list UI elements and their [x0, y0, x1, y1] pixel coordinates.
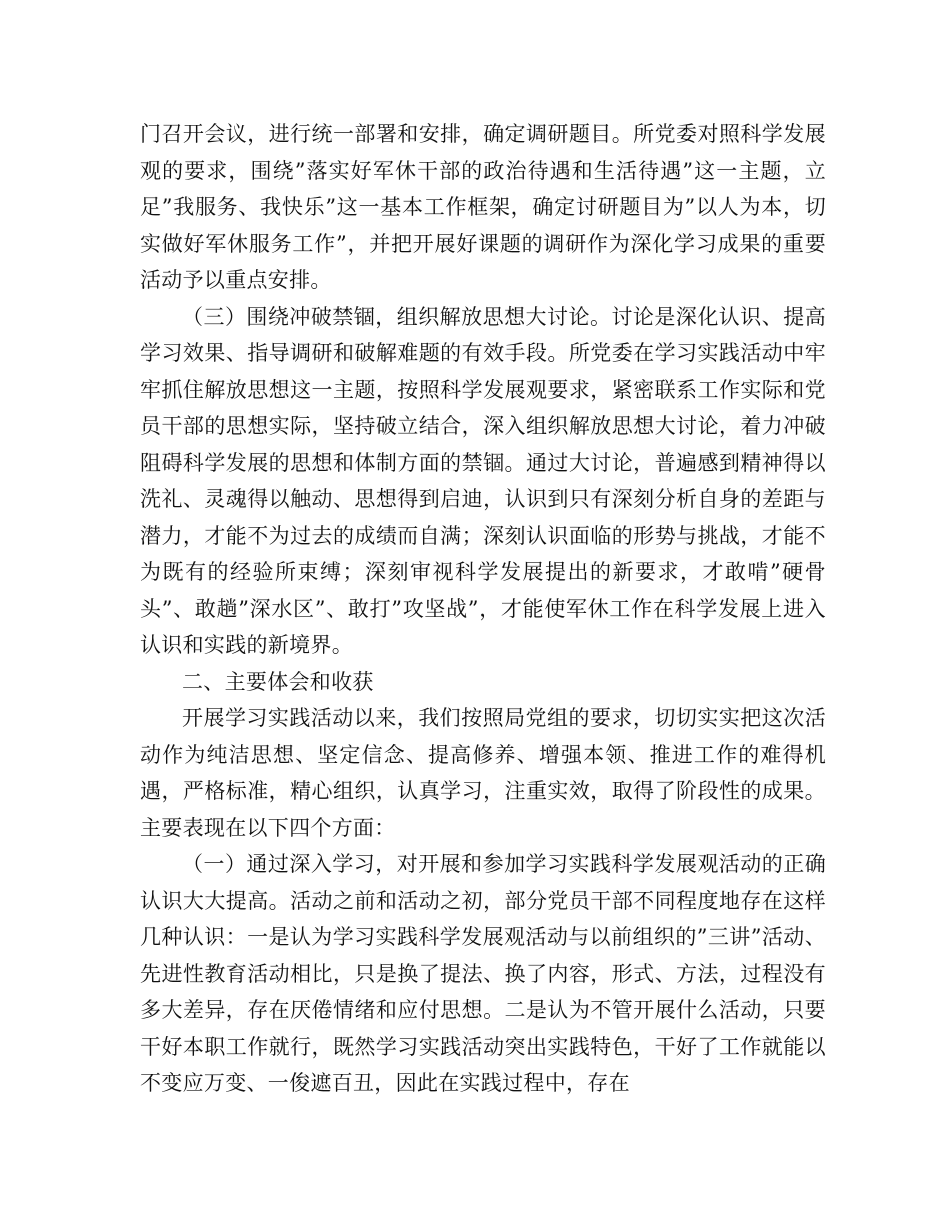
- document-body: [140, 116, 826, 1102]
- paragraph-intro-gains: 开展学习实践活动以来，我们按照局党组的要求，切切实实把这次活动作为纯洁思想、坚定信念、提高修养、增强本领、推进工作的难得机遇，严格标准，精心组织，认真学习，注重实效，取得了阶段性的成果。主要表现在以下四个方面：: [140, 706, 826, 840]
- paragraph-continuation: 门召开会议，进行统一部署和安排，确定调研题目。所党委对照科学发展观的要求，围绕”落实好军休干部的政治待遇和生活待遇”这一主题，立足”我服务、我快乐”这一基本工作框架，确定讨研题目为”以人为本，切实做好军休服务工作”，并把开展好课题的调研作为深化学习成果的重要活动予以重点安排。: [140, 122, 826, 292]
- paragraph-section-three: （三）围绕冲破禁锢，组织解放思想大讨论。讨论是深化认识、提高学习效果、指导调研和破解难题的有效手段。所党委在学习实践活动中牢牢抓住解放思想这一主题，按照科学发展观要求，紧密联系工作实际和党员干部的思想实际，坚持破立结合，深入组织解放思想大讨论，着力冲破阻碍科学发展的思想和体制方面的禁锢。通过大讨论，普遍感到精神得以洗礼、灵魂得以触动、思想得到启迪，认识到只有深刻分析自身的差距与潜力，才能不为过去的成绩而自满；深刻认识面临的形势与挑战，才能不为既有的经验所束缚；深刻审视科学发展提出的新要求，才敢啃”硬骨头”、敢趟”深水区”、敢打”攻坚战”，才能使军休工作在科学发展上进入认识和实践的新境界。: [140, 304, 826, 657]
- section-heading-two: 二、主要体会和收获: [182, 669, 374, 694]
- paragraph-subsection-one: （一）通过深入学习，对开展和参加学习实践科学发展观活动的正确认识大大提高。活动之前和活动之初，部分党员干部不同程度地存在这样几种认识：一是认为学习实践科学发展观活动与以前组织的”三讲”活动、先进性教育活动相比，只是换了提法、换了内容，形式、方法，过程没有多大差异，存在厌倦情绪和应付思想。二是认为不管开展什么活动，只要干好本职工作就行，既然学习实践活动突出实践特色，干好了工作就能以不变应万变、一俊遮百丑，因此在实践过程中，存在: [140, 852, 826, 1095]
